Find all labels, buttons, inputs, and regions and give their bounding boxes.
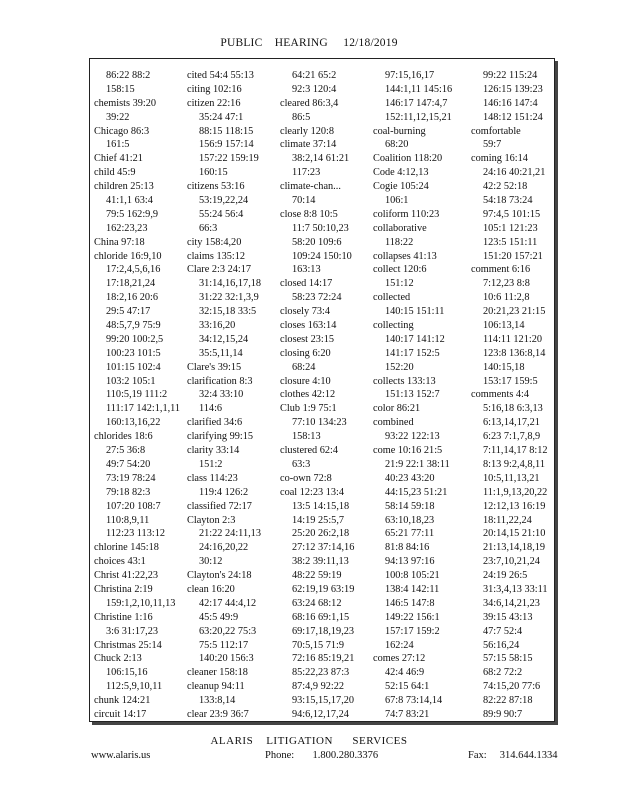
index-entry: color 86:21 — [373, 403, 421, 415]
index-page-refs: 40:23 43:20 — [385, 472, 435, 484]
index-page-refs: 148:12 151:24 — [483, 111, 543, 123]
index-page-refs: 114:11 121:20 — [483, 333, 543, 345]
index-page-refs: 33:16,20 — [199, 320, 236, 332]
index-column — [471, 69, 555, 722]
index-page-refs: 82:22 87:18 — [483, 695, 533, 707]
index-page-refs: 126:15 139:23 — [483, 83, 543, 95]
index-page-refs: 7:11,14,17 8:12 — [483, 445, 548, 457]
index-entry: clean 16:20 — [187, 583, 235, 595]
index-page-refs: 63:10,18,23 — [385, 514, 435, 526]
index-page-refs: 38:2,14 61:21 — [292, 153, 350, 165]
index-entry: cleanup 94:11 — [187, 681, 245, 693]
index-entry: closes 163:14 — [280, 320, 337, 332]
index-page-refs: 63:3 — [292, 458, 311, 470]
index-page-refs: 144:1,11 145:16 — [385, 83, 453, 95]
index-entry: coal-burning — [373, 125, 426, 137]
index-column — [94, 69, 180, 722]
index-page-refs: 162:23,23 — [106, 222, 148, 234]
index-entry: coming 16:14 — [471, 153, 528, 165]
index-column — [373, 69, 467, 722]
index-page-refs: 44:15,23 51:21 — [385, 486, 448, 498]
index-page-refs: 161:5 — [106, 139, 130, 151]
index-page-refs: 32:4 33:10 — [199, 389, 244, 401]
index-page-refs: 159:1,2,10,11,13 — [106, 597, 176, 609]
index-page-refs: 42:4 46:9 — [385, 667, 425, 679]
index-page-refs: 11:1,9,13,20,22 — [483, 486, 548, 498]
index-page-refs: 151:12 — [385, 278, 414, 290]
index-entry: clarified 34:6 — [187, 417, 243, 429]
index-page-refs: 69:17,18,19,23 — [292, 625, 355, 637]
index-page-refs: 34:12,15,24 — [199, 333, 249, 345]
index-page-refs: 109:24 150:10 — [292, 250, 352, 262]
index-page-refs: 63:20,22 75:3 — [199, 625, 257, 637]
index-entry: comment 6:16 — [471, 264, 531, 276]
index-entry: climate 37:14 — [280, 139, 337, 151]
index-page-refs: 73:19 78:24 — [106, 472, 156, 484]
index-entry: chlorides 18:6 — [94, 431, 153, 443]
index-page-refs: 86:5 — [292, 111, 311, 123]
index-page-refs: 107:20 108:7 — [106, 500, 161, 512]
index-page-refs: 157:22 159:19 — [199, 153, 259, 165]
index-page-refs: 93:22 122:13 — [385, 431, 440, 443]
index-page-refs: 146:17 147:4,7 — [385, 97, 448, 109]
index-entry: choices 43:1 — [94, 556, 146, 568]
index-page-refs: 140:20 156:3 — [199, 653, 254, 665]
index-entry: Coalition 118:20 — [373, 153, 443, 165]
index-page-refs: 11:7 50:10,23 — [292, 222, 349, 234]
index-page-refs: 111:17 142:1,1,11 — [106, 403, 181, 415]
index-page-refs: 103:2 105:1 — [106, 375, 156, 387]
index-entry: collaborative — [373, 222, 427, 234]
index-entry: comfortable — [471, 125, 521, 137]
index-page-refs: 35:24 47:1 — [199, 111, 244, 123]
index-page-refs: 21:22 24:11,13 — [199, 528, 261, 540]
index-page-refs: 151:2 — [199, 458, 223, 470]
index-page-refs: 18:11,22,24 — [483, 514, 532, 526]
index-page-refs: 39:15 43:13 — [483, 611, 533, 623]
index-page-refs: 64:21 65:2 — [292, 70, 337, 81]
index-entry: Clare's 39:15 — [187, 361, 242, 373]
index-page-refs: 54:18 73:24 — [483, 195, 533, 207]
index-page-refs: 85:22,23 87:3 — [292, 667, 350, 679]
index-entry: coliform 110:23 — [373, 208, 440, 220]
index-page-refs: 157:17 159:2 — [385, 625, 440, 637]
index-entry: children 25:13 — [94, 181, 154, 193]
index-entry: Christmas 25:14 — [94, 639, 162, 651]
index-page-refs: 29:5 47:17 — [106, 306, 151, 318]
index-page-refs: 21:13,14,18,19 — [483, 542, 546, 554]
index-page-refs: 160:15 — [199, 167, 228, 179]
index-page-refs: 52:15 64:1 — [385, 681, 430, 693]
index-page-refs: 6:13,14,17,21 — [483, 417, 540, 429]
index-page-refs: 70:14 — [292, 195, 316, 207]
index-entry: Christina 2:19 — [94, 583, 153, 595]
index-entry: city 158:4,20 — [187, 236, 242, 248]
index-page-refs: 119:4 126:2 — [199, 486, 249, 498]
index-page-refs: 152:20 — [385, 361, 414, 373]
index-page-refs: 18:2,16 20:6 — [106, 292, 159, 304]
index-page-refs: 31:3,4,13 33:11 — [483, 583, 548, 595]
index-page-refs: 106:15,16 — [106, 667, 148, 679]
index-page-refs: 100:8 105:21 — [385, 570, 440, 582]
index-entry: clothes 42:12 — [280, 389, 336, 401]
index-entry: Clare 2:3 24:17 — [187, 264, 252, 276]
index-page-refs: 48:22 59:19 — [292, 570, 342, 582]
index-page-refs: 112:23 113:12 — [106, 528, 166, 540]
index-page-refs: 17:2,4,5,6,16 — [106, 264, 161, 276]
index-page-refs: 27:12 37:14,16 — [292, 542, 355, 554]
index-page-refs: 25:20 26:2,18 — [292, 528, 350, 540]
index-entry: climate-chan... — [280, 181, 341, 193]
index-page-refs: 68:2 72:2 — [483, 667, 523, 679]
index-entry: come 10:16 21:5 — [373, 445, 443, 457]
index-column — [280, 69, 370, 722]
index-entry: class 114:23 — [187, 472, 238, 484]
index-page-refs: 149:22 156:1 — [385, 611, 440, 623]
index-page-refs: 6:23 7:1,7,8,9 — [483, 431, 541, 443]
index-page-refs: 97:15,16,17 — [385, 70, 435, 81]
index-page-refs: 106:13,14 — [483, 320, 525, 332]
index-entry: collecting — [373, 320, 414, 332]
index-page-refs: 56:16,24 — [483, 639, 520, 651]
index-page-refs: 163:13 — [292, 264, 321, 276]
index-page-refs: 42:2 52:18 — [483, 181, 528, 193]
index-page-refs: 24:16 40:21,21 — [483, 167, 546, 179]
index-entry: clarifying 99:15 — [187, 431, 254, 443]
index-entry: Club 1:9 75:1 — [280, 403, 337, 415]
index-page-refs: 58:20 109:6 — [292, 236, 342, 248]
index-entry: clearly 120:8 — [280, 125, 335, 137]
index-page-refs: 34:6,14,21,23 — [483, 597, 540, 609]
index-page-refs: 12:12,13 16:19 — [483, 500, 546, 512]
index-entry: closure 4:10 — [280, 375, 331, 387]
index-page-refs: 47:7 52:4 — [483, 625, 523, 637]
index-page-refs: 100:23 101:5 — [106, 347, 161, 359]
index-page-refs: 24:16,20,22 — [199, 542, 249, 554]
index-page-refs: 153:17 159:5 — [483, 375, 538, 387]
index-page-refs: 79:5 162:9,9 — [106, 208, 159, 220]
index-entry: collect 120:6 — [373, 264, 427, 276]
index-page-refs: 140:15,18 — [483, 361, 525, 373]
firm-phone: Phone: 1.800.280.3376 — [265, 750, 379, 761]
index-page-refs: 53:19,22,24 — [199, 195, 249, 207]
index-page-refs: 158:15 — [106, 83, 135, 95]
index-page-refs: 146:16 147:4 — [483, 97, 538, 109]
index-page-refs: 156:9 157:14 — [199, 139, 254, 151]
index-page-refs: 146:5 147:8 — [385, 597, 435, 609]
index-page-refs: 70:5,15 71:9 — [292, 639, 345, 651]
index-page-refs: 92:3 120:4 — [292, 83, 337, 95]
index-page-refs: 31:14,16,17,18 — [199, 278, 262, 290]
index-page-refs: 74:7 83:21 — [385, 708, 430, 720]
index-entry: citizens 53:16 — [187, 181, 245, 193]
index-page-refs: 140:15 151:11 — [385, 306, 445, 318]
index-page-refs: 17:18,21,24 — [106, 278, 156, 290]
index-page-refs: 42:17 44:4,12 — [199, 597, 257, 609]
index-entry: chunk 124:21 — [94, 695, 151, 707]
index-page-refs: 81:8 84:16 — [385, 542, 430, 554]
index-page-refs: 140:17 141:12 — [385, 333, 445, 345]
index-entry: chlorine 145:18 — [94, 542, 159, 554]
index-page-refs: 31:22 32:1,3,9 — [199, 292, 259, 304]
index-page-refs: 106:1 — [385, 195, 409, 207]
index-page-refs: 49:7 54:20 — [106, 458, 151, 470]
index-page-refs: 68:24 — [292, 361, 316, 373]
index-page-refs: 152:11,12,15,21 — [385, 111, 452, 123]
index-entry: child 45:9 — [94, 167, 136, 179]
index-entry: combined — [373, 417, 414, 429]
index-page-refs: 101:15 102:4 — [106, 361, 161, 373]
index-page-refs: 13:5 14:15,18 — [292, 500, 350, 512]
index-page-refs: 63:24 68:12 — [292, 597, 342, 609]
index-page-refs: 57:15 58:15 — [483, 653, 533, 665]
index-entry: citizen 22:16 — [187, 97, 241, 109]
index-page-refs: 162:24 — [385, 639, 414, 651]
index-page-refs: 62:19,19 63:19 — [292, 583, 355, 595]
index-entry: closely 73:4 — [280, 306, 331, 318]
index-page-refs: 45:5 49:9 — [199, 611, 239, 623]
index-page-refs: 58:14 59:18 — [385, 500, 435, 512]
index-page-refs: 160:13,16,22 — [106, 417, 161, 429]
index-page-refs: 23:7,10,21,24 — [483, 556, 540, 568]
index-page-refs: 138:4 142:11 — [385, 583, 440, 595]
index-page-refs: 86:22 88:2 — [106, 70, 151, 81]
index-page-refs: 77:10 134:23 — [292, 417, 347, 429]
index-page-refs: 99:22 115:24 — [483, 70, 538, 81]
index-entry: citing 102:16 — [187, 83, 242, 95]
index-page-refs: 65:21 77:11 — [385, 528, 435, 540]
index-page-refs: 151:13 152:7 — [385, 389, 440, 401]
index-entry: China 97:18 — [94, 236, 145, 248]
index-entry: clear 23:9 36:7 — [187, 708, 249, 720]
index-entry: clarity 33:14 — [187, 445, 240, 457]
index-entry: chloride 16:9,10 — [94, 250, 162, 262]
index-page-refs: 123:5 151:11 — [483, 236, 538, 248]
index-page-refs: 79:18 82:3 — [106, 486, 151, 498]
index-entry: Clayton 2:3 — [187, 514, 236, 526]
index-page-refs: 110:8,9,11 — [106, 514, 150, 526]
index-page-refs: 151:20 157:21 — [483, 250, 543, 262]
index-entry: Cogie 105:24 — [373, 181, 429, 193]
index-page-refs: 21:9 22:1 38:11 — [385, 458, 450, 470]
index-page-refs: 67:8 73:14,14 — [385, 695, 443, 707]
index-page-refs: 58:23 72:24 — [292, 292, 342, 304]
index-page-refs: 39:22 — [106, 111, 130, 123]
index-page-refs: 20:14,15 21:10 — [483, 528, 546, 540]
index-page-refs: 68:20 — [385, 139, 409, 151]
index-page-refs: 59:7 — [483, 139, 502, 151]
index-page-refs: 41:1,1 63:4 — [106, 195, 153, 207]
index-page-refs: 24:19 26:5 — [483, 570, 528, 582]
index-entry: claims 135:12 — [187, 250, 246, 262]
firm-name: ALARIS LITIGATION SERVICES — [210, 735, 408, 747]
index-page-refs: 94:6,12,17,24 — [292, 708, 349, 720]
index-entry: Chicago 86:3 — [94, 125, 150, 137]
index-entry: cleared 86:3,4 — [280, 97, 339, 109]
index-entry: closed 14:17 — [280, 278, 333, 290]
index-entry: Christine 1:16 — [94, 611, 153, 623]
index-page-refs: 48:5,7,9 75:9 — [106, 320, 161, 332]
index-page-refs: 99:20 100:2,5 — [106, 333, 164, 345]
index-entry: clarification 8:3 — [187, 375, 253, 387]
index-entry: collects 133:13 — [373, 375, 436, 387]
index-entry: chemists 39:20 — [94, 97, 157, 109]
index-entry: Code 4:12,13 — [373, 167, 429, 179]
index-page-refs: 133:8,14 — [199, 695, 236, 707]
index-page-refs: 75:5 112:17 — [199, 639, 249, 651]
index-page-refs: 74:15,20 77:6 — [483, 681, 541, 693]
index-entry: circuit 14:17 — [94, 708, 147, 720]
index-page-refs: 123:8 136:8,14 — [483, 347, 546, 359]
index-page-refs: 27:5 36:8 — [106, 445, 146, 457]
index-entry: coal 12:23 13:4 — [280, 486, 345, 498]
index-page-refs: 20:21,23 21:15 — [483, 306, 546, 318]
index-page-refs: 114:6 — [199, 403, 223, 415]
index-page-refs: 8:13 9:2,4,8,11 — [483, 458, 545, 470]
index-page-refs: 105:1 121:23 — [483, 222, 538, 234]
index-page-refs: 14:19 25:5,7 — [292, 514, 345, 526]
index-entry: cited 54:4 55:13 — [187, 70, 254, 81]
index-page-refs: 30:12 — [199, 556, 223, 568]
index-page-refs: 94:13 97:16 — [385, 556, 435, 568]
index-page-refs: 5:16,18 6:3,13 — [483, 403, 543, 415]
index-column — [187, 69, 273, 722]
firm-fax: Fax: 314.644.1334 — [468, 750, 558, 761]
index-entry: Christ 41:22,23 — [94, 570, 159, 582]
index-entry: comments 4:4 — [471, 389, 530, 401]
index-entry: collapses 41:13 — [373, 250, 437, 262]
index-box — [89, 58, 555, 722]
index-page-refs: 88:15 118:15 — [199, 125, 254, 137]
index-page-refs: 32:15,18 33:5 — [199, 306, 257, 318]
index-page-refs: 38:2 39:11,13 — [292, 556, 349, 568]
index-page-refs: 3:6 31:17,23 — [106, 625, 159, 637]
index-page-refs: 89:9 90:7 — [483, 708, 523, 720]
page-header: PUBLIC HEARING 12/18/2019 — [220, 37, 398, 49]
index-page-refs: 97:4,5 101:15 — [483, 208, 541, 220]
index-page-refs: 55:24 56:4 — [199, 208, 244, 220]
index-entry: classified 72:17 — [187, 500, 252, 512]
index-page-refs: 7:12,23 8:8 — [483, 278, 530, 290]
index-entry: closing 6:20 — [280, 347, 331, 359]
index-page-refs: 158:13 — [292, 431, 321, 443]
index-entry: Chief 41:21 — [94, 153, 143, 165]
index-page-refs: 66:3 — [199, 222, 218, 234]
index-page-refs: 117:23 — [292, 167, 321, 179]
index-entry: closest 23:15 — [280, 333, 335, 345]
index-entry: co-own 72:8 — [280, 472, 332, 484]
index-page-refs: 68:16 69:1,15 — [292, 611, 350, 623]
index-entry: comes 27:12 — [373, 653, 426, 665]
index-entry: cleaner 158:18 — [187, 667, 248, 679]
index-page-refs: 118:22 — [385, 236, 414, 248]
index-page-refs: 72:16 85:19,21 — [292, 653, 355, 665]
firm-website: www.alaris.us — [91, 750, 151, 761]
index-page-refs: 141:17 152:5 — [385, 347, 440, 359]
index-entry: Chuck 2:13 — [94, 653, 142, 665]
index-page-refs: 35:5,11,14 — [199, 347, 243, 359]
index-page-refs: 110:5,19 111:2 — [106, 389, 168, 401]
index-entry: close 8:8 10:5 — [280, 208, 338, 220]
index-page-refs: 93:15,15,17,20 — [292, 695, 355, 707]
index-page-refs: 10:6 11:2,8 — [483, 292, 530, 304]
index-page-refs: 10:5,11,13,21 — [483, 472, 540, 484]
index-entry: Clayton's 24:18 — [187, 570, 252, 582]
index-page-refs: 112:5,9,10,11 — [106, 681, 163, 693]
index-page-refs: 87:4,9 92:22 — [292, 681, 345, 693]
index-entry: clustered 62:4 — [280, 445, 339, 457]
index-entry: collected — [373, 292, 411, 304]
